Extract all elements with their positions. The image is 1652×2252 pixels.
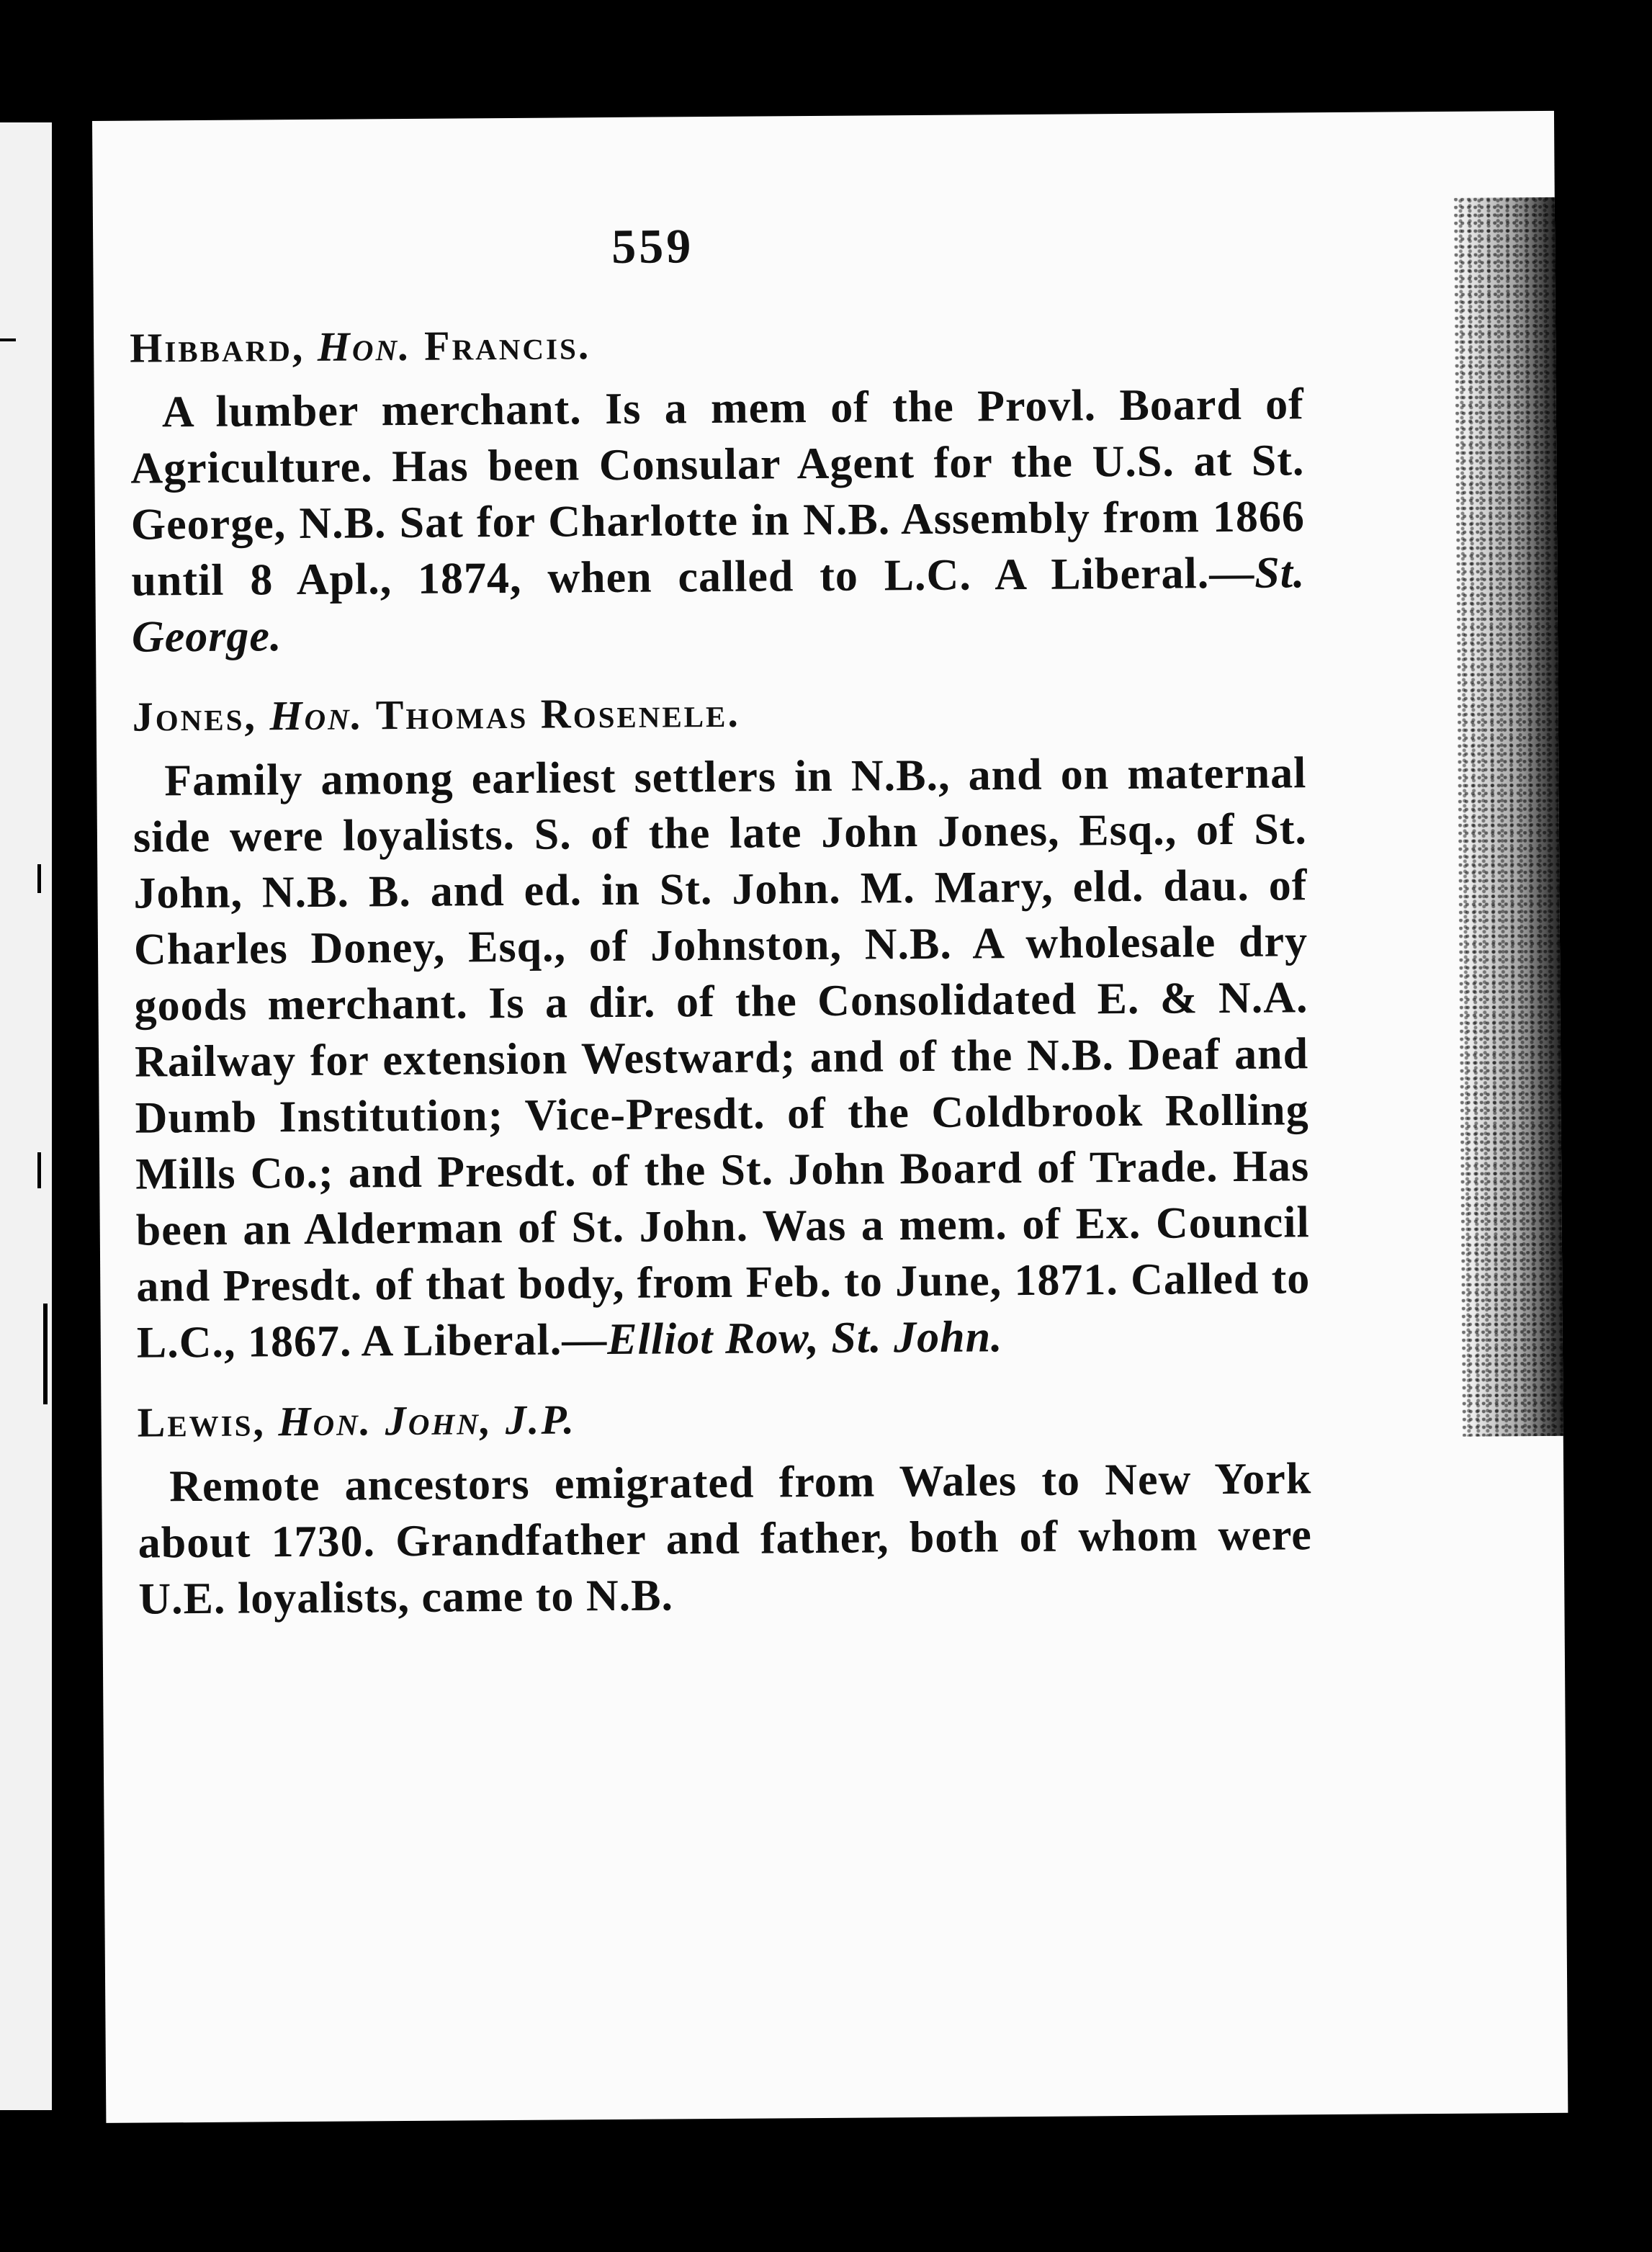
entry-surname: Lewis, (137, 1398, 266, 1446)
entry-biography (130, 376, 1306, 665)
scan-edge-mark (37, 1152, 41, 1188)
scan-edge-mark (0, 338, 16, 341)
entry-biography (138, 1450, 1313, 1627)
entry-heading (130, 314, 1303, 374)
entry-honorific: Hon. (269, 691, 364, 740)
entry-given-name: Francis. (423, 321, 591, 369)
entry-biography (133, 745, 1311, 1371)
entry-surname: Jones, (132, 692, 258, 740)
entry-heading (137, 1389, 1311, 1448)
page-number: 559 (611, 218, 694, 274)
entry-body: A lumber merchant. Is a mem of the Provl. Board of Agriculture. Has been Consular Agent for the U.S. at St. George, N.B. Sat for Charlotte in N.B. Assembly from 1866 until 8 Apl., 1874, when called to L.C. A Liberal.— (130, 380, 1306, 606)
scan-edge-mark (37, 864, 41, 893)
entry-surname: Hibbard, (129, 323, 305, 372)
entry-given-name: Thomas Rosenele. (375, 688, 741, 739)
scan-edge-mark (43, 1304, 48, 1404)
text-column (130, 314, 1313, 1653)
scan-speckle (1454, 197, 1563, 1437)
entry-given-name: John, J.P. (385, 1396, 577, 1445)
scan-edge-strip (0, 122, 52, 2110)
entry-heading (133, 683, 1306, 743)
entry-residence: St. George. (131, 548, 1306, 662)
entry-body: Family among earliest settlers in N.B., and on maternal side were loyalists. S. of the late John Jones, Esq., of St. John, N.B. B. and ed. in St. John. M. Mary, eld. dau. of Charles Doney, Esq., of Johnston, N.B. A wholesale dry goods merchant. Is a dir. of the Consolidated E. & N.A. Railway for extension Westward; and of the N.B. Deaf and Dumb Institution; Vice-Presdt. of the Coldbrook Rolling Mills Co.; and Presdt. of the St. John Board of Trade. Has been an Alderman of St. John. Was a mem. of Ex. Council and Presdt. of that body, from Feb. to June, 1871. Called to L.C., 1867. A Liberal.— (133, 748, 1311, 1368)
entry-body: Remote ancestors emigrated from Wales to New York about 1730. Grandfather and father, both of whom were U.E. loyalists, came to N.B. (138, 1454, 1312, 1624)
entry-residence: Elliot Row, St. John. (606, 1312, 1003, 1365)
entry-honorific: Hon. (317, 322, 412, 370)
book-page (92, 111, 1568, 2123)
entry-honorific: Hon. (278, 1397, 373, 1445)
